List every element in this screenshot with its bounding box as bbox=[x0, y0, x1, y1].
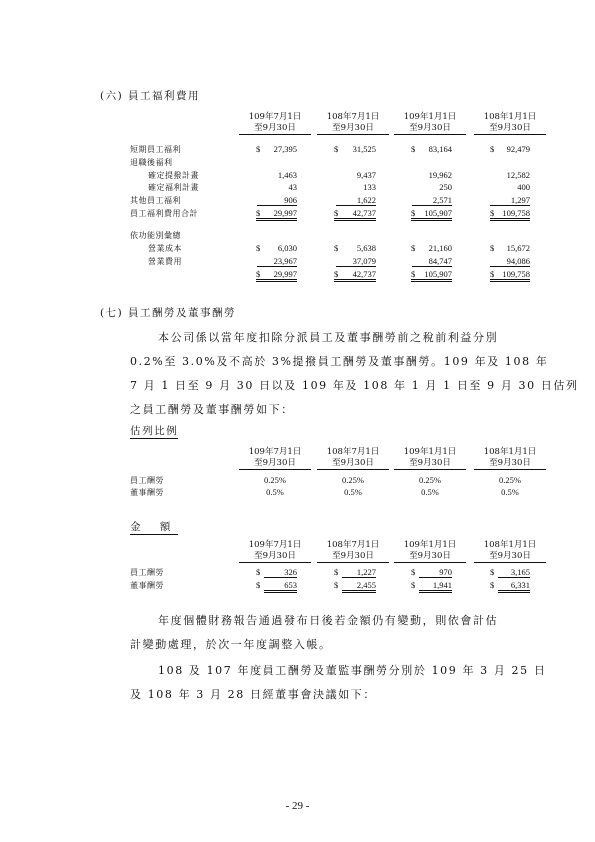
currency-symbol: $ bbox=[411, 144, 416, 154]
currency-symbol: $ bbox=[490, 580, 495, 590]
benefits-value: 9,437 bbox=[356, 170, 376, 180]
amount-value: 2,455 bbox=[342, 580, 376, 593]
column-header-line-1: 109年7月1日 bbox=[248, 447, 302, 457]
note-2-line-1: 108 及 107 年度員工酬勞及董監事酬勞分別於 109 年 3 月 25 日 bbox=[158, 664, 547, 677]
column-header-line-2: 至9月30日 bbox=[239, 551, 311, 563]
column-header bbox=[474, 540, 546, 563]
column-header-line-1: 108年7月1日 bbox=[326, 112, 380, 122]
amount-heading: 金 額 bbox=[130, 521, 179, 533]
benefits-row-label: 其他員工福利 bbox=[130, 196, 181, 205]
column-header-line-1: 109年1月1日 bbox=[403, 447, 457, 457]
benefits-value: 84,747 bbox=[412, 256, 452, 267]
benefits-value: 37,079 bbox=[336, 256, 376, 267]
currency-symbol: $ bbox=[256, 580, 261, 590]
paragraph-line-2: 0.2%至 3.0%及不高於 3%提撥員工酬勞及董事酬勞。109 年及 108 年 bbox=[130, 355, 549, 368]
benefits-row-label: 確定提撥計畫 bbox=[148, 171, 199, 180]
amount-value: 653 bbox=[264, 580, 297, 593]
benefits-value: 43 bbox=[288, 182, 297, 192]
benefits-value: 94,086 bbox=[490, 256, 530, 267]
column-header-line-2: 至9月30日 bbox=[317, 551, 389, 563]
benefits-value: 906 bbox=[257, 195, 297, 206]
benefits-row-label: 員工福利費用合計 bbox=[130, 209, 198, 218]
column-header bbox=[317, 540, 389, 563]
ratio-value: 0.5% bbox=[501, 487, 519, 497]
column-header bbox=[474, 447, 546, 470]
amount-row-label: 董事酬勞 bbox=[130, 581, 164, 590]
column-header-line-1: 108年1月1日 bbox=[483, 540, 537, 550]
column-header-line-1: 108年1月1日 bbox=[483, 447, 537, 457]
currency-symbol: $ bbox=[334, 580, 339, 590]
column-header-line-2: 至9月30日 bbox=[239, 123, 311, 135]
benefits-row-label: 營業費用 bbox=[148, 257, 182, 266]
benefits-value: 109,758 bbox=[490, 208, 530, 221]
amount-value: 970 bbox=[419, 567, 452, 578]
benefits-value: 1,463 bbox=[277, 170, 297, 180]
benefits-value: 42,737 bbox=[334, 208, 376, 221]
column-header-line-1: 109年1月1日 bbox=[403, 540, 457, 550]
paragraph-line-3: 7 月 1 日至 9 月 30 日以及 109 年及 108 年 1 月 1 日至 9 月 30 日估列 bbox=[130, 379, 579, 392]
ratio-value: 0.25% bbox=[264, 475, 286, 485]
ratio-row-label: 員工酬勞 bbox=[130, 476, 164, 485]
column-header bbox=[239, 447, 311, 470]
column-header bbox=[394, 112, 466, 135]
column-header-line-1: 109年7月1日 bbox=[248, 540, 302, 550]
benefits-value: 21,160 bbox=[428, 243, 452, 253]
column-header bbox=[474, 112, 546, 135]
benefits-row-label: 營業成本 bbox=[148, 244, 182, 253]
currency-symbol: $ bbox=[256, 269, 261, 279]
benefits-value: 1,297 bbox=[490, 195, 530, 206]
benefits-value: 92,479 bbox=[506, 144, 530, 154]
column-header-line-2: 至9月30日 bbox=[394, 123, 466, 135]
benefits-row-label: 退職後福利 bbox=[130, 158, 173, 167]
benefits-value: 83,164 bbox=[428, 144, 452, 154]
currency-symbol: $ bbox=[411, 243, 416, 253]
section-7-title: (七) 員工酬勞及董事酬勞 bbox=[100, 307, 237, 319]
benefits-value: 105,907 bbox=[411, 208, 452, 221]
note-2-line-2: 及 108 年 3 月 28 日經董事會決議如下： bbox=[130, 688, 376, 701]
amount-value: 3,165 bbox=[498, 567, 530, 578]
column-header-line-1: 108年7月1日 bbox=[326, 447, 380, 457]
benefits-value: 29,997 bbox=[256, 208, 297, 221]
note-1-line-2: 計變動處理，於次一年度調整入帳。 bbox=[130, 638, 332, 651]
benefits-value: 27,395 bbox=[273, 144, 297, 154]
benefits-value: 12,582 bbox=[506, 170, 530, 180]
paragraph-line-1: 本公司係以當年度扣除分派員工及董事酬勞前之稅前利益分別 bbox=[158, 331, 499, 344]
currency-symbol: $ bbox=[334, 243, 339, 253]
currency-symbol: $ bbox=[256, 208, 261, 218]
amount-value: 6,331 bbox=[498, 580, 530, 593]
note-1-line-1: 年度個體財務報告通過發布日後若金額仍有變動，則依會計估 bbox=[158, 614, 499, 627]
column-header bbox=[394, 540, 466, 563]
amount-value: 1,941 bbox=[419, 580, 452, 593]
benefits-value: 105,907 bbox=[411, 269, 452, 282]
currency-symbol: $ bbox=[411, 269, 416, 279]
column-header bbox=[239, 540, 311, 563]
benefits-value: 250 bbox=[439, 182, 452, 192]
amount-row-label: 員工酬勞 bbox=[130, 568, 164, 577]
section-6-title: (六) 員工福利費用 bbox=[100, 90, 201, 102]
column-header bbox=[239, 112, 311, 135]
currency-symbol: $ bbox=[490, 243, 495, 253]
benefits-value: 109,758 bbox=[490, 269, 530, 282]
paragraph-line-4: 之員工酬勞及董事酬勞如下： bbox=[130, 403, 294, 416]
benefits-value: 6,030 bbox=[277, 243, 297, 253]
column-header-line-2: 至9月30日 bbox=[474, 123, 546, 135]
column-header-line-1: 108年7月1日 bbox=[326, 540, 380, 550]
column-header-line-1: 109年1月1日 bbox=[403, 112, 457, 122]
column-header-line-2: 至9月30日 bbox=[317, 458, 389, 470]
column-header-line-1: 108年1月1日 bbox=[483, 112, 537, 122]
currency-symbol: $ bbox=[411, 208, 416, 218]
ratio-value: 0.25% bbox=[342, 475, 364, 485]
ratio-heading: 估列比例 bbox=[130, 425, 179, 437]
ratio-value: 0.5% bbox=[421, 487, 439, 497]
benefits-value: 15,672 bbox=[506, 243, 530, 253]
currency-symbol: $ bbox=[334, 144, 339, 154]
currency-symbol: $ bbox=[490, 269, 495, 279]
column-header-line-1: 109年7月1日 bbox=[248, 112, 302, 122]
currency-symbol: $ bbox=[256, 567, 261, 577]
benefits-value: 23,967 bbox=[257, 256, 297, 267]
currency-symbol: $ bbox=[490, 208, 495, 218]
currency-symbol: $ bbox=[490, 144, 495, 154]
benefits-value: 42,737 bbox=[334, 269, 376, 282]
column-header bbox=[317, 112, 389, 135]
currency-symbol: $ bbox=[490, 567, 495, 577]
benefits-value: 133 bbox=[363, 182, 376, 192]
currency-symbol: $ bbox=[334, 567, 339, 577]
benefits-value: 19,962 bbox=[428, 170, 452, 180]
benefits-row-label: 短期員工福利 bbox=[130, 145, 181, 154]
column-header-line-2: 至9月30日 bbox=[474, 551, 546, 563]
currency-symbol: $ bbox=[256, 144, 261, 154]
ratio-value: 0.5% bbox=[266, 487, 284, 497]
benefits-value: 29,997 bbox=[256, 269, 297, 282]
column-header-line-2: 至9月30日 bbox=[239, 458, 311, 470]
benefits-value: 400 bbox=[517, 182, 530, 192]
amount-value: 1,227 bbox=[342, 567, 376, 578]
currency-symbol: $ bbox=[256, 243, 261, 253]
currency-symbol: $ bbox=[411, 580, 416, 590]
column-header bbox=[317, 447, 389, 470]
column-header-line-2: 至9月30日 bbox=[474, 458, 546, 470]
benefits-value: 5,638 bbox=[356, 243, 376, 253]
currency-symbol: $ bbox=[334, 208, 339, 218]
column-header-line-2: 至9月30日 bbox=[394, 458, 466, 470]
benefits-row-label: 確定福利計畫 bbox=[148, 183, 199, 192]
column-header-line-2: 至9月30日 bbox=[317, 123, 389, 135]
ratio-value: 0.25% bbox=[499, 475, 521, 485]
benefits-row-label: 依功能別彙總 bbox=[130, 231, 181, 240]
currency-symbol: $ bbox=[334, 269, 339, 279]
column-header bbox=[394, 447, 466, 470]
amount-value: 326 bbox=[264, 567, 297, 578]
benefits-value: 1,622 bbox=[336, 195, 376, 206]
ratio-value: 0.25% bbox=[419, 475, 441, 485]
benefits-value: 31,525 bbox=[352, 144, 376, 154]
ratio-value: 0.5% bbox=[344, 487, 362, 497]
page-number: - 29 - bbox=[285, 800, 310, 812]
benefits-value: 2,571 bbox=[412, 195, 452, 206]
ratio-row-label: 董事酬勞 bbox=[130, 488, 164, 497]
column-header-line-2: 至9月30日 bbox=[394, 551, 466, 563]
currency-symbol: $ bbox=[411, 567, 416, 577]
